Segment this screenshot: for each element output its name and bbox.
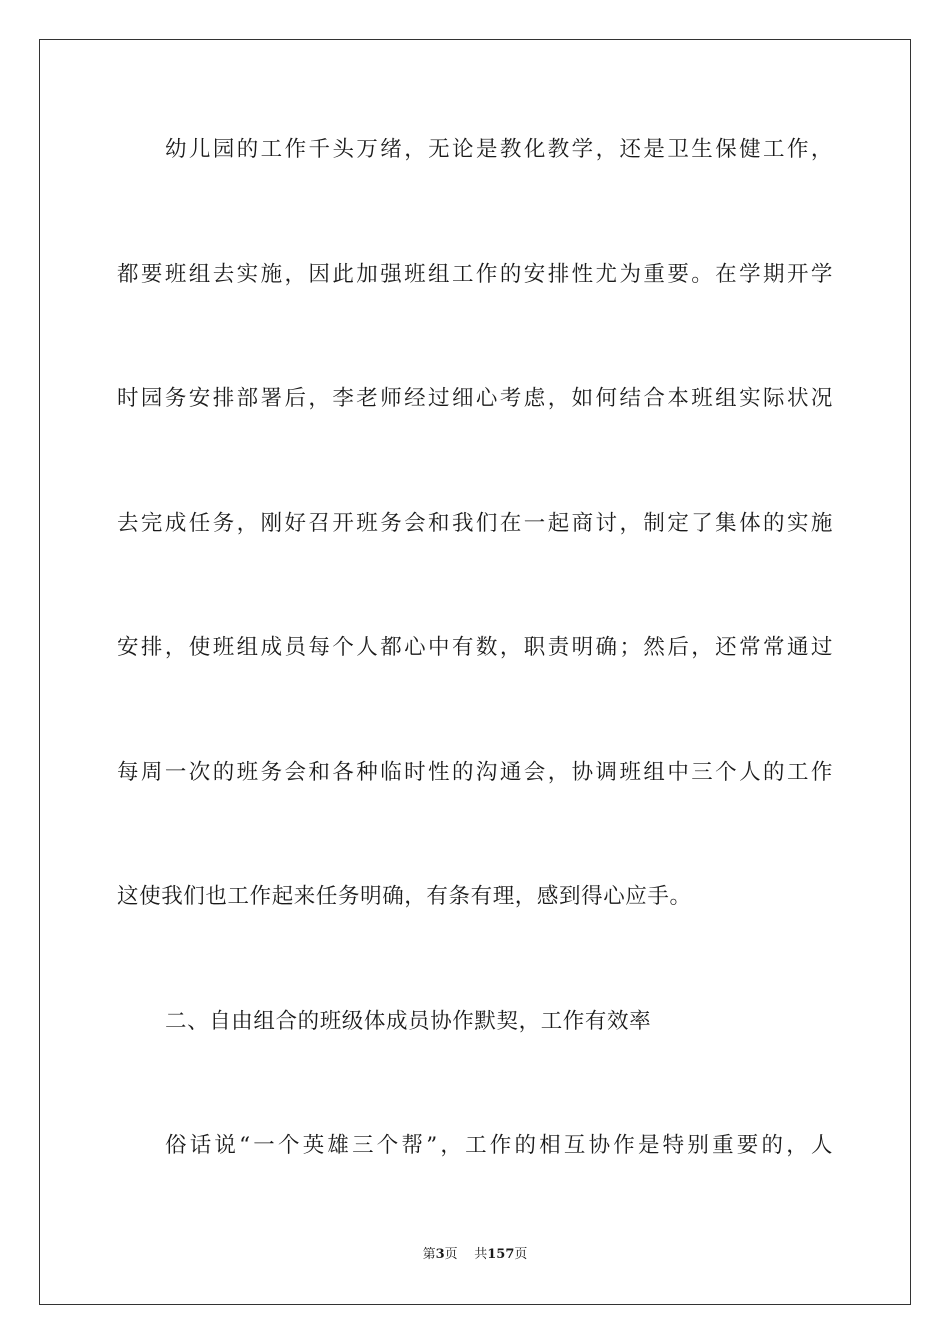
page-prefix: 第	[422, 1247, 436, 1262]
total-suffix: 页	[514, 1247, 528, 1262]
paragraph-line: 时园务安排部署后，李老师经过细心考虑，如何结合本班组实际状况	[117, 386, 833, 411]
paragraph-line: 每周一次的班务会和各种临时性的沟通会，协调班组中三个人的工作	[117, 760, 833, 785]
paragraph-line: 俗话说“一个英雄三个帮”，工作的相互协作是特别重要的，人	[165, 1133, 833, 1158]
paragraph-line: 都要班组去实施，因此加强班组工作的安排性尤为重要。在学期开学	[117, 262, 833, 287]
page-footer	[0, 1246, 950, 1264]
paragraph-line: 安排，使班组成员每个人都心中有数，职责明确；然后，还常常通过	[117, 635, 833, 660]
paragraph-line: 去完成任务，刚好召开班务会和我们在一起商讨，制定了集体的实施	[117, 511, 833, 536]
page-border	[39, 39, 911, 1305]
paragraph-line: 幼儿园的工作千头万绪，无论是教化教学，还是卫生保健工作，	[165, 137, 833, 162]
paragraph-line: 这使我们也工作起来任务明确，有条有理，感到得心应手。	[117, 884, 692, 909]
section-heading: 二、自由组合的班级体成员协作默契，工作有效率	[165, 1009, 652, 1034]
page-suffix: 页	[444, 1247, 458, 1262]
page-number: 3	[435, 1247, 445, 1262]
total-prefix: 共	[474, 1247, 488, 1262]
total-pages: 157	[487, 1247, 515, 1262]
